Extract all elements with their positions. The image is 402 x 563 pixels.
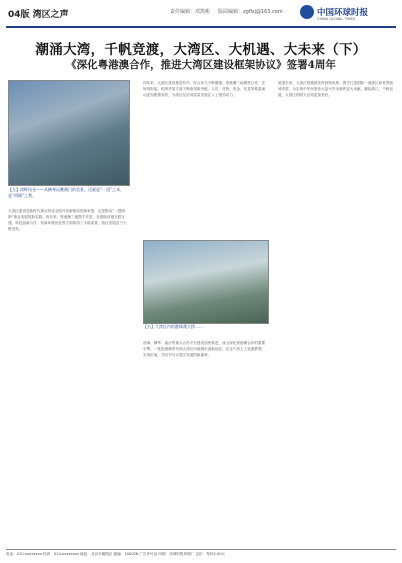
photo-caption-2: 【右】大湾区内的港珠澳大桥…… bbox=[143, 324, 203, 329]
footer-rule bbox=[6, 549, 396, 550]
editor-name: 责任编辑：邓凯彬 bbox=[170, 9, 211, 15]
article-title: 潮涌大湾，千帆竞渡，大湾区、大机遇、大未来（下） bbox=[35, 42, 367, 58]
article-column-4: 展望未来，大湾区将继续发挥独特优势，携手打造国际一流湾区和世界级城市群，为实现中华民族伟大复兴作出新的更大贡献。潮起珠江，千帆竞渡，大湾区的明天必将更加美好。 bbox=[278, 81, 393, 97]
photo-caption-1: 【左】湾畔风光——从横琴远眺澳门的美景，这就是“一国”之本，是“两制”之利。 bbox=[8, 187, 125, 198]
newspaper-logo: 中国环球时报 bbox=[317, 8, 369, 18]
newspaper-logo-sub: CHINA GLOBAL TIMES bbox=[317, 17, 356, 21]
article-column-2: 四年来，大湾区建设推进有序，综合实力不断增强。粤港澳三地紧密合作，在规则衔接、机制对接方面不断取得新突破，人员、货物、资金、信息等要素流动更加便捷高效，为湾区经济高质量发展注入了强劲动力。 bbox=[143, 81, 266, 97]
globe-icon bbox=[300, 5, 314, 19]
article-column-3: 前海、横琴、南沙等重大合作平台建设加快推进，成为深化粤港澳合作的重要引擎。一批批港澳青年到大湾区内地城市创新创业，在这片热土上追逐梦想、实现价值，共同书写大湾区发展的新篇章。 bbox=[143, 341, 266, 357]
article-column-1: 大湾区建设是新时代推动形成全面开放新格局的新举措，也是推动“一国两制”事业发展的新实践。四年来，粤港澳三地携手并进，在基础设施互联互通、科技创新合作、营商环境优化等方面取得了丰硕成果，湾区发展活力不断迸发。 bbox=[8, 209, 127, 231]
page-header bbox=[0, 0, 402, 30]
page-label: 04版 湾区之声 bbox=[8, 10, 69, 20]
page-footer: 电话：010-xxxxxxxx 传真：010-xxxxxxxx 地址：北京市朝阳区 邮编：100026 广告许可证 印刷：环球时报印刷厂 定价：每份2.00元 bbox=[6, 552, 226, 556]
layout-email: 版面编辑：zgflsj@163.com bbox=[217, 9, 283, 15]
article-subtitle: 《深化粤港澳合作，推进大湾区建设框架协议》签署4周年 bbox=[66, 59, 336, 71]
header-rule bbox=[6, 26, 396, 28]
bay-photo-2 bbox=[143, 240, 269, 324]
editor-info bbox=[170, 8, 283, 15]
bay-photo-1 bbox=[8, 80, 130, 186]
